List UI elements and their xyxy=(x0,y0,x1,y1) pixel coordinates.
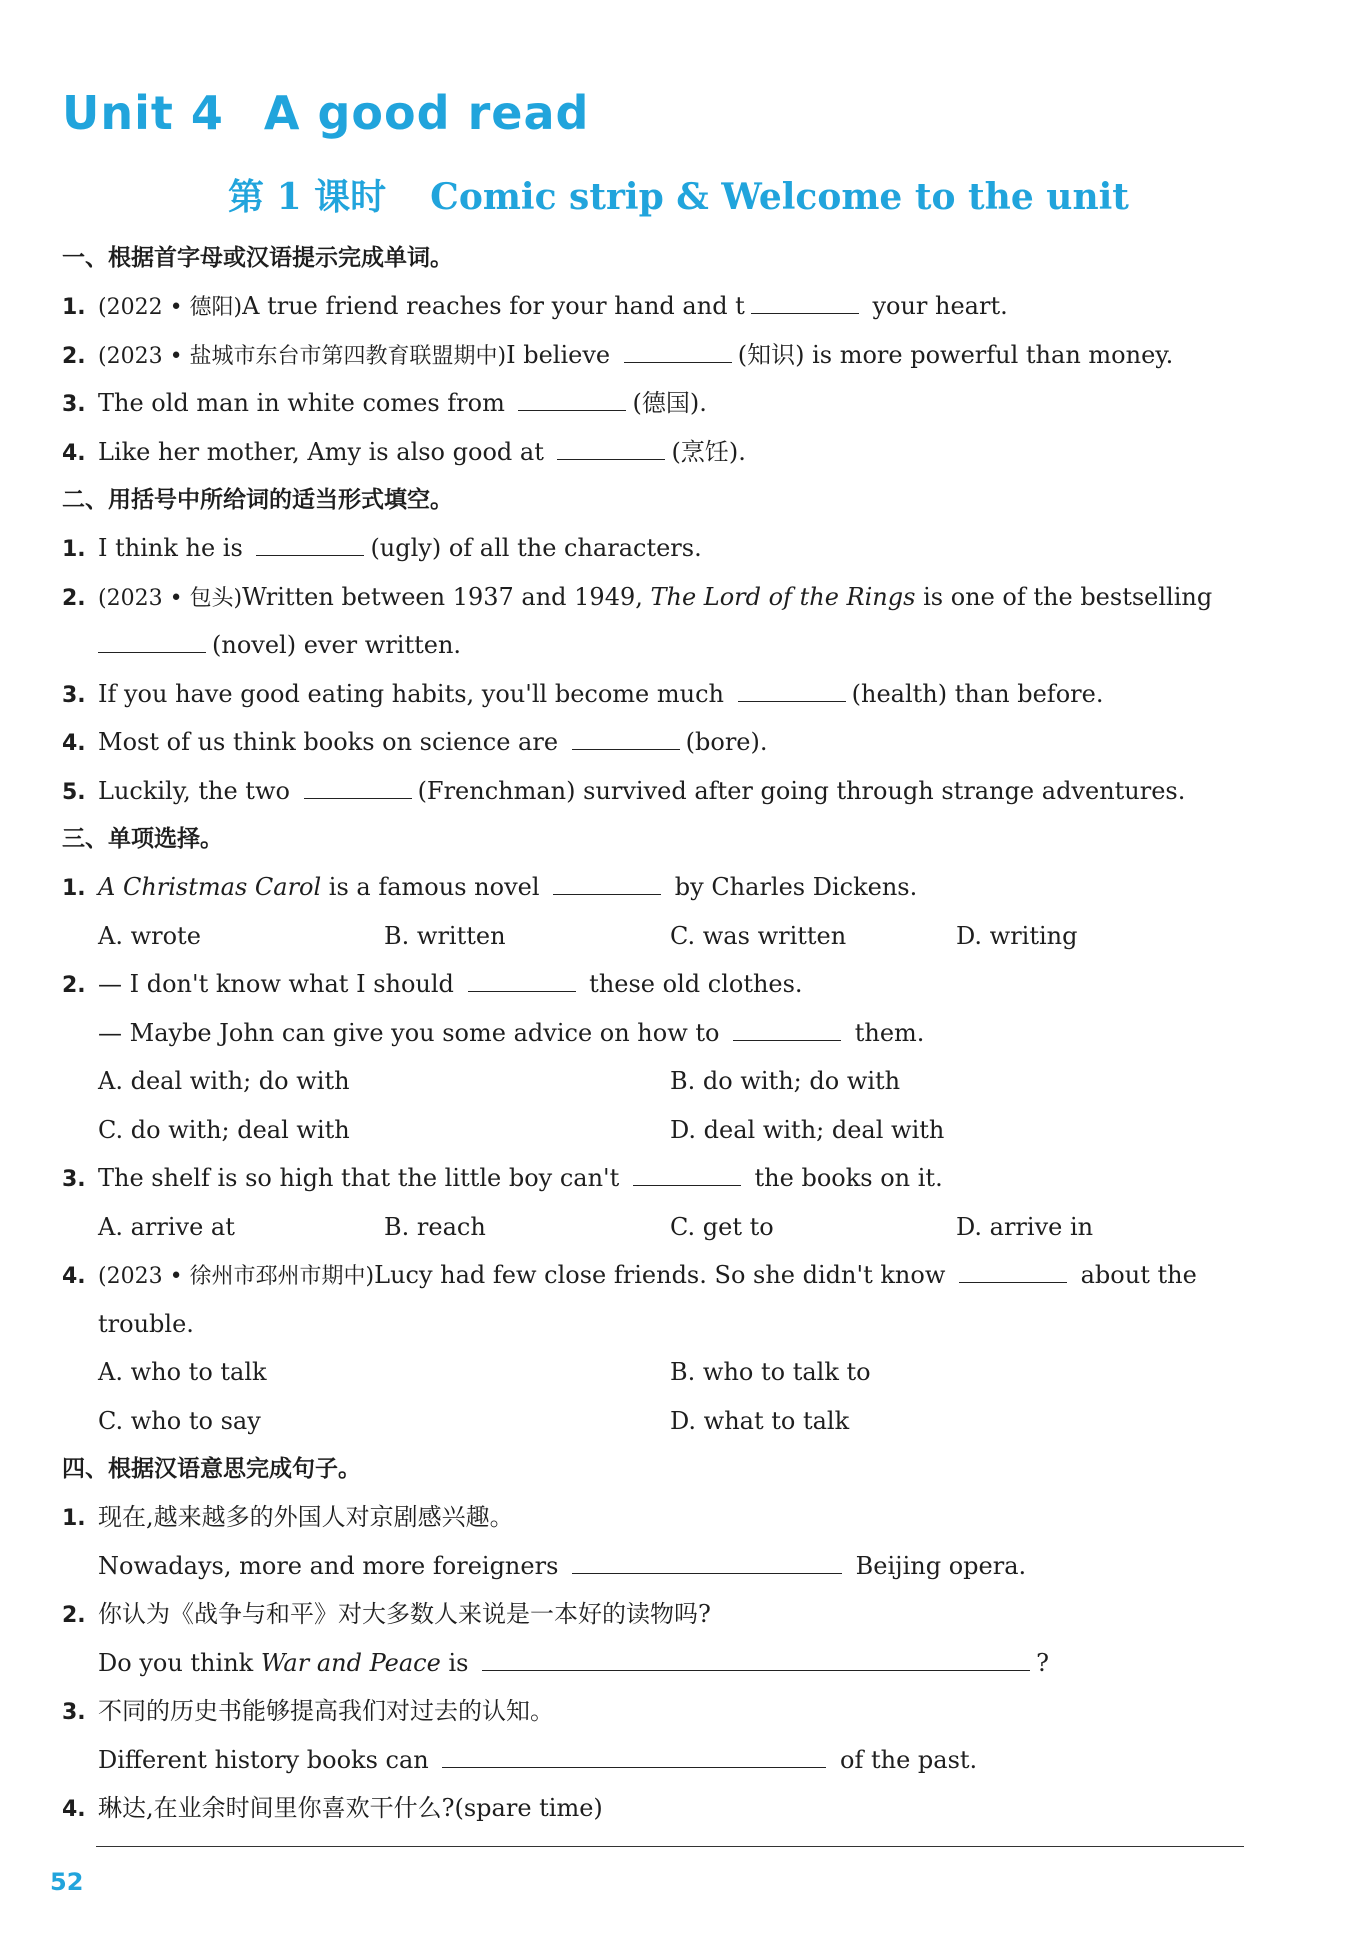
page-number: 52 xyxy=(50,1868,84,1896)
answer-blank[interactable] xyxy=(733,1020,841,1041)
answer-blank[interactable] xyxy=(624,342,732,363)
answer-line[interactable] xyxy=(96,1846,1244,1847)
option-a[interactable]: A. deal with; do with xyxy=(98,1067,350,1095)
options xyxy=(62,1348,1255,1397)
options xyxy=(62,912,1255,961)
question: 3. 不同的历史书能够提高我们对过去的认知。 xyxy=(62,1697,554,1725)
option-d[interactable]: D. what to talk xyxy=(670,1406,850,1435)
lesson-title: 第 1 课时 Comic strip & Welcome to the unit xyxy=(228,176,1129,218)
option-b[interactable]: B. reach xyxy=(384,1212,486,1241)
answer-blank[interactable] xyxy=(572,729,680,750)
answer-blank[interactable] xyxy=(98,632,206,653)
answer-blank[interactable] xyxy=(959,1262,1067,1283)
option-a[interactable]: A. wrote xyxy=(98,921,201,950)
options xyxy=(62,1057,1255,1106)
section-4-title: 四、根据汉语意思完成句子。 xyxy=(62,1456,361,1482)
question: 2. 你认为《战争与和平》对大多数人来说是一本好的读物吗? xyxy=(62,1600,711,1628)
unit-title: Unit 4 A good read xyxy=(62,86,590,140)
answer-blank[interactable] xyxy=(738,681,846,702)
question: 2. — I don't know what I should these old clothes. xyxy=(62,970,803,998)
question-continued: trouble. xyxy=(98,1309,194,1338)
question: 5. Luckily, the two (Frenchman) survived after going through strange adventures. xyxy=(62,776,1186,805)
answer-blank[interactable] xyxy=(572,1553,842,1574)
option-b[interactable]: B. do with; do with xyxy=(670,1067,901,1095)
question: 4. (2023 • 徐州市邳州市期中)Lucy had few close friends. So she didn't know about the xyxy=(62,1261,1197,1289)
answer-blank[interactable] xyxy=(518,390,626,411)
answer-blank[interactable] xyxy=(442,1747,826,1768)
answer-blank[interactable] xyxy=(468,971,576,992)
question: 3. If you have good eating habits, you'll become much (health) than before. xyxy=(62,679,1104,708)
answer-blank[interactable] xyxy=(633,1165,741,1186)
option-b[interactable]: B. written xyxy=(384,921,506,950)
question: 1. (2022 • 德阳)A true friend reaches for your hand and t your heart. xyxy=(62,292,1008,320)
option-d[interactable]: D. arrive in xyxy=(956,1212,1094,1241)
question: 1. 现在,越来越多的外国人对京剧感兴趣。 xyxy=(62,1503,514,1531)
question: 3. The shelf is so high that the little boy can't the books on it. xyxy=(62,1164,943,1192)
option-c[interactable]: C. was written xyxy=(670,921,847,950)
question-continued: (novel) ever written. xyxy=(62,621,1255,670)
question-continued: — Maybe John can give you some advice on how to them. xyxy=(98,1018,925,1047)
question: 4. Like her mother, Amy is also good at (烹饪). xyxy=(62,437,746,466)
option-d[interactable]: D. deal with; deal with xyxy=(670,1115,945,1144)
question: 3. The old man in white comes from (德国). xyxy=(62,389,707,417)
question: 1. A Christmas Carol is a famous novel by Charles Dickens. xyxy=(62,873,918,901)
options xyxy=(62,1106,1255,1155)
options xyxy=(62,1203,1255,1252)
question-continued: Do you think War and Peace is ? xyxy=(98,1648,1049,1677)
option-c[interactable]: C. do with; deal with xyxy=(98,1115,350,1144)
answer-blank[interactable] xyxy=(751,293,859,314)
question-continued: Different history books can of the past. xyxy=(98,1745,978,1774)
option-a[interactable]: A. who to talk xyxy=(98,1358,267,1386)
section-3-title: 三、单项选择。 xyxy=(62,826,223,852)
options xyxy=(62,1397,1255,1446)
section-2-title: 二、用括号中所给词的适当形式填空。 xyxy=(62,487,453,513)
answer-blank[interactable] xyxy=(553,874,661,895)
option-a[interactable]: A. arrive at xyxy=(98,1212,235,1241)
option-c[interactable]: C. who to say xyxy=(98,1406,261,1435)
question: 2. (2023 • 包头)Written between 1937 and 1949, The Lord of the Rings is one of the bestselling xyxy=(62,582,1213,611)
question: 4. 琳达,在业余时间里你喜欢干什么?(spare time) xyxy=(62,1794,603,1822)
answer-blank[interactable] xyxy=(482,1650,1030,1671)
option-d[interactable]: D. writing xyxy=(956,921,1078,950)
answer-blank[interactable] xyxy=(304,778,412,799)
question-continued: Nowadays, more and more foreigners Beijing opera. xyxy=(98,1551,1027,1580)
option-c[interactable]: C. get to xyxy=(670,1212,774,1241)
answer-blank[interactable] xyxy=(256,535,364,556)
option-b[interactable]: B. who to talk to xyxy=(670,1358,871,1386)
section-1-title: 一、根据首字母或汉语提示完成单词。 xyxy=(62,245,453,271)
answer-blank[interactable] xyxy=(557,439,665,460)
question: 1. I think he is (ugly) of all the characters. xyxy=(62,534,702,562)
question: 4. Most of us think books on science are (bore). xyxy=(62,728,768,756)
question: 2. (2023 • 盐城市东台市第四教育联盟期中)I believe (知识) is more powerful than money. xyxy=(62,340,1174,369)
